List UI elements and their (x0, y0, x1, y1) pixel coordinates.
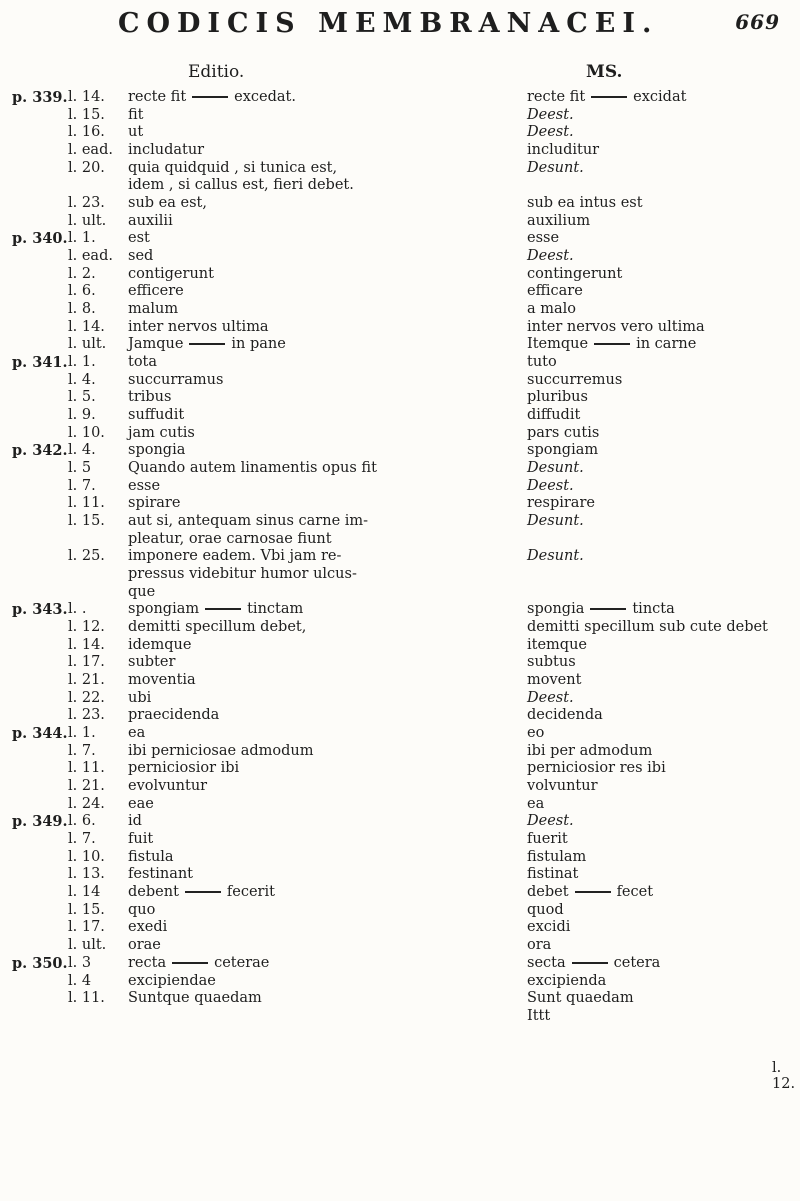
line-ref: l. ult. (68, 336, 107, 353)
table-row (0, 601, 800, 618)
line-ref: l. 7. (68, 831, 96, 848)
edition-reading: praecidenda (128, 707, 220, 724)
table-row (0, 354, 800, 371)
manuscript-reading: excipienda (527, 972, 607, 989)
table-row (0, 813, 800, 830)
edition-reading: sed (128, 248, 154, 265)
edition-reading: contigerunt (128, 265, 214, 282)
manuscript-reading: Deest. (527, 124, 574, 141)
table-row (0, 478, 800, 495)
table-row (0, 248, 800, 265)
footer-catchword: l. 12. (772, 1060, 796, 1092)
header-title: CODICIS MEMBRANACEI. (118, 8, 659, 39)
manuscript-reading: Deest. (527, 477, 574, 494)
line-ref: l. 14 (68, 884, 101, 901)
table-row (0, 1008, 800, 1025)
manuscript-reading: debet fecet (527, 884, 654, 901)
page-number: 669 (735, 10, 780, 34)
line-ref: l. 11. (68, 495, 105, 512)
table-row (0, 495, 800, 512)
table-row (0, 89, 800, 106)
line-ref: l. 13. (68, 866, 105, 883)
edition-reading: efficere (128, 283, 184, 300)
line-ref: l. 23. (68, 195, 105, 212)
manuscript-reading: contingerunt (527, 265, 623, 282)
line-ref: l. 11. (68, 760, 105, 777)
edition-reading: festinant (128, 866, 194, 883)
table-row (0, 531, 800, 548)
edition-reading: spirare (128, 495, 181, 512)
edition-reading: sub ea est, (128, 195, 207, 212)
omission-dash (594, 343, 630, 345)
edition-reading: orae (128, 937, 161, 954)
edition-reading: imponere eadem. Vbi jam re- (128, 548, 342, 565)
edition-reading: id (128, 813, 142, 830)
edition-reading: Jamque in pane (128, 336, 286, 353)
table-row (0, 301, 800, 318)
page-ref: p. 344. (12, 725, 68, 743)
manuscript-reading: fistulam (527, 848, 587, 865)
line-ref: l. 15. (68, 901, 105, 918)
page-ref: p. 339. (12, 89, 68, 106)
edition-reading: includatur (128, 142, 205, 158)
line-ref: l. 17. (68, 654, 105, 671)
line-ref: l. 6. (68, 813, 96, 830)
edition-reading: perniciosior ibi (128, 760, 240, 777)
edition-reading: subter (128, 654, 176, 671)
line-ref: l. ult. (68, 937, 107, 954)
edition-reading: debent fecerit (128, 884, 275, 901)
manuscript-reading: fistinat (527, 866, 579, 883)
manuscript-reading: itemque (527, 636, 587, 653)
manuscript-reading: Deest. (527, 689, 574, 706)
table-row (0, 619, 800, 636)
line-ref: l. 1. (68, 230, 96, 247)
line-ref: l. 5. (68, 389, 96, 406)
edition-reading: auxilii (128, 212, 173, 229)
page-header (118, 8, 780, 39)
table-row (0, 230, 800, 247)
line-ref: l. 10. (68, 424, 105, 441)
table-row (0, 107, 800, 124)
manuscript-column-heading: MS. (586, 62, 623, 82)
line-ref: l. 4. (68, 371, 96, 388)
manuscript-reading: Deest. (527, 248, 574, 265)
line-ref: l. 17. (68, 919, 105, 936)
manuscript-reading: subtus (527, 654, 576, 671)
table-row (0, 743, 800, 760)
table-row (0, 336, 800, 353)
table-row (0, 407, 800, 424)
edition-reading: evolvuntur (128, 778, 208, 795)
page-ref: p. 341. (12, 354, 68, 372)
edition-reading: idem , si callus est, fieri debet. (128, 177, 354, 194)
line-ref: l. 24. (68, 795, 105, 812)
manuscript-reading: succurremus (527, 371, 623, 388)
manuscript-reading: quod (527, 901, 564, 918)
edition-reading: que (128, 583, 156, 600)
manuscript-reading: Desunt. (527, 513, 584, 530)
line-ref: l. ead. (68, 248, 113, 265)
manuscript-reading: decidenda (527, 707, 603, 724)
edition-reading: esse (128, 477, 161, 494)
table-row (0, 866, 800, 883)
edition-reading: ibi perniciosae admodum (128, 742, 314, 759)
table-row (0, 955, 800, 972)
table-row (0, 849, 800, 866)
line-ref: l. 5 (68, 460, 92, 477)
manuscript-reading: includitur (527, 142, 600, 158)
edition-reading: succurramus (128, 371, 224, 388)
table-row (0, 389, 800, 406)
edition-reading: suffudit (128, 407, 185, 424)
line-ref: l. 1. (68, 354, 96, 371)
table-row (0, 177, 800, 194)
table-row (0, 266, 800, 283)
manuscript-reading: spongiam (527, 442, 599, 459)
line-ref: l. 6. (68, 283, 96, 300)
line-ref: l. 14. (68, 318, 105, 335)
line-ref: l. 1. (68, 725, 96, 742)
manuscript-reading: tuto (527, 354, 557, 371)
table-row (0, 884, 800, 901)
line-ref: l. 21. (68, 672, 105, 689)
line-ref: l. 22. (68, 689, 105, 706)
table-row (0, 919, 800, 936)
line-ref: l. 11. (68, 990, 105, 1007)
omission-dash (185, 891, 221, 893)
line-ref: l. 10. (68, 848, 105, 865)
table-row (0, 707, 800, 724)
manuscript-reading: efficare (527, 283, 583, 300)
manuscript-reading: Desunt. (527, 548, 584, 565)
line-ref: l. 20. (68, 159, 105, 176)
table-row (0, 548, 800, 565)
line-ref: l. 25. (68, 548, 105, 565)
line-ref: l. 14. (68, 89, 105, 105)
edition-reading: eae (128, 795, 154, 812)
line-ref: l. 3 (68, 954, 92, 971)
edition-reading: moventia (128, 672, 196, 689)
table-row (0, 213, 800, 230)
edition-reading: fistula (128, 848, 174, 865)
edition-reading: inter nervos ultima (128, 318, 269, 335)
edition-reading: Suntque quaedam (128, 990, 262, 1007)
manuscript-reading: volvuntur (527, 778, 598, 795)
manuscript-reading: diffudit (527, 407, 581, 424)
omission-dash (172, 962, 208, 964)
table-row (0, 990, 800, 1007)
page-ref: p. 343. (12, 601, 68, 619)
edition-reading: recta ceterae (128, 954, 270, 971)
manuscript-reading: Deest. (527, 106, 574, 123)
edition-reading: exedi (128, 919, 168, 936)
table-row (0, 654, 800, 671)
manuscript-reading: esse (527, 230, 560, 247)
omission-dash (189, 343, 225, 345)
line-ref: l. 21. (68, 778, 105, 795)
manuscript-reading: auxilium (527, 212, 591, 229)
edition-reading: quia quidquid , si tunica est, (128, 159, 338, 176)
table-row (0, 372, 800, 389)
omission-dash (205, 608, 241, 610)
manuscript-reading: ora (527, 937, 552, 954)
table-row (0, 283, 800, 300)
manuscript-reading: Deest. (527, 813, 574, 830)
edition-reading: jam cutis (128, 424, 195, 441)
manuscript-reading: spongia tincta (527, 601, 675, 618)
manuscript-reading: eo (527, 725, 545, 742)
manuscript-reading: ea (527, 795, 545, 812)
table-row (0, 973, 800, 990)
table-row (0, 160, 800, 177)
manuscript-reading: Ittt (527, 1007, 551, 1024)
line-ref: l. 7. (68, 742, 96, 759)
manuscript-reading: movent (527, 672, 582, 689)
table-row (0, 460, 800, 477)
table-row (0, 760, 800, 777)
page-ref: p. 349. (12, 813, 68, 831)
manuscript-reading: Itemque in carne (527, 336, 697, 353)
manuscript-reading: recte fit excidat (527, 89, 687, 105)
line-ref: l. 2. (68, 265, 96, 282)
edition-reading: malum (128, 301, 179, 318)
edition-reading: recte fit excedat. (128, 89, 296, 105)
table-row (0, 142, 800, 159)
edition-reading: spongia (128, 442, 186, 459)
manuscript-reading: Desunt. (527, 460, 584, 477)
omission-dash (591, 96, 627, 98)
edition-reading: spongiam tinctam (128, 601, 304, 618)
table-row (0, 425, 800, 442)
edition-reading: aut si, antequam sinus carne im- (128, 513, 369, 530)
manuscript-reading: pluribus (527, 389, 588, 406)
line-ref: l. 7. (68, 477, 96, 494)
edition-reading: tribus (128, 389, 172, 406)
edition-reading: quo (128, 901, 156, 918)
edition-reading: ubi (128, 689, 152, 706)
line-ref: l. 15. (68, 513, 105, 530)
table-row (0, 831, 800, 848)
table-row (0, 584, 800, 601)
manuscript-reading: respirare (527, 495, 595, 512)
line-ref: l. 14. (68, 636, 105, 653)
table-row (0, 637, 800, 654)
edition-reading: est (128, 230, 150, 247)
table-row (0, 796, 800, 813)
edition-reading: demitti specillum debet, (128, 619, 307, 636)
edition-reading: idemque (128, 636, 192, 653)
edition-reading: fuit (128, 831, 154, 848)
manuscript-reading: sub ea intus est (527, 195, 643, 212)
table-row (0, 442, 800, 459)
edition-reading: ut (128, 124, 144, 141)
omission-dash (572, 962, 608, 964)
table-row (0, 566, 800, 583)
manuscript-reading: ibi per admodum (527, 742, 653, 759)
omission-dash (192, 96, 228, 98)
manuscript-reading: Desunt. (527, 159, 584, 176)
line-ref: l. 4 (68, 972, 92, 989)
line-ref: l. ult. (68, 212, 107, 229)
edition-reading: Quando autem linamentis opus fit (128, 460, 377, 477)
line-ref: l. 23. (68, 707, 105, 724)
table-row (0, 778, 800, 795)
manuscript-reading: fuerit (527, 831, 568, 848)
table-row (0, 937, 800, 954)
line-ref: l. 8. (68, 301, 96, 318)
edition-reading: excipiendae (128, 972, 216, 989)
table-row (0, 319, 800, 336)
manuscript-reading: demitti specillum sub cute debet (527, 619, 768, 636)
table-row (0, 672, 800, 689)
table-row (0, 902, 800, 919)
table-row (0, 690, 800, 707)
line-ref: l. . (68, 601, 87, 618)
edition-reading: fit (128, 106, 144, 123)
manuscript-reading: a malo (527, 301, 577, 318)
omission-dash (590, 608, 626, 610)
manuscript-reading: excidi (527, 919, 571, 936)
omission-dash (575, 891, 611, 893)
table-row (0, 124, 800, 141)
line-ref: l. 12. (68, 619, 105, 636)
edition-column-heading: Editio. (188, 62, 245, 82)
edition-reading: pleatur, orae carnosae fiunt (128, 530, 332, 547)
manuscript-reading: pars cutis (527, 424, 600, 441)
table-row (0, 195, 800, 212)
page-ref: p. 340. (12, 230, 68, 248)
line-ref: l. 15. (68, 106, 105, 123)
table-row (0, 725, 800, 742)
page-ref: p. 350. (12, 954, 68, 972)
line-ref: l. 16. (68, 124, 105, 141)
manuscript-reading: perniciosior res ibi (527, 760, 666, 777)
edition-reading: pressus videbitur humor ulcus- (128, 566, 357, 583)
page-ref: p. 342. (12, 442, 68, 460)
manuscript-reading: secta cetera (527, 954, 661, 971)
edition-reading: ea (128, 725, 146, 742)
manuscript-reading: inter nervos vero ultima (527, 318, 705, 335)
line-ref: l. 9. (68, 407, 96, 424)
table-row (0, 513, 800, 530)
manuscript-reading: Sunt quaedam (527, 990, 634, 1007)
edition-reading: tota (128, 354, 158, 371)
line-ref: l. 4. (68, 442, 96, 459)
line-ref: l. ead. (68, 142, 113, 158)
